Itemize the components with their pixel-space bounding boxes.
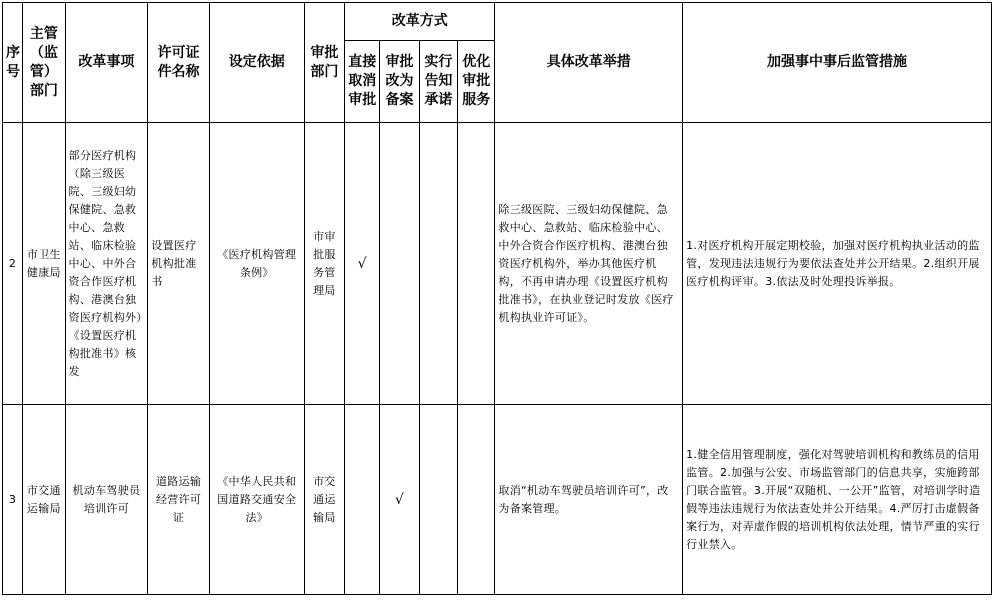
cell-item: 部分医疗机构（除三级医院、三级妇幼保健院、急救中心、急救站、临床检验中心、中外合资合作医疗机构、港澳台独资医疗机构外）《设置医疗机构批准书》核发 <box>65 123 148 405</box>
cell-basis: 《中华人民共和国道路交通安全法》 <box>209 405 304 595</box>
cell-approval: 市交通运输局 <box>304 405 344 595</box>
cell-mode-optimize <box>458 123 495 405</box>
cell-dept: 市卫生健康局 <box>23 123 65 405</box>
header-mode-cancel: 直接取消审批 <box>345 41 380 123</box>
cell-mode-cancel: √ <box>345 123 380 405</box>
header-license: 许可证件名称 <box>148 3 210 123</box>
header-item: 改革事项 <box>65 3 148 123</box>
cell-supervision: 1.对医疗机构开展定期校验，加强对医疗机构执业活动的监管，发现违法违规行为要依法查处并公开结果。2.组织开展医疗机构评审。3.依法及时处理投诉举报。 <box>683 123 992 405</box>
header-mode-record: 审批改为备案 <box>380 41 419 123</box>
cell-seq: 2 <box>3 123 23 405</box>
cell-dept: 市交通运输局 <box>23 405 65 595</box>
header-approval: 审批部门 <box>304 3 344 123</box>
cell-mode-record: √ <box>380 405 419 595</box>
cell-basis: 《医疗机构管理条例》 <box>209 123 304 405</box>
header-mode-notify: 实行告知承诺 <box>419 41 457 123</box>
header-seq: 序号 <box>3 3 23 123</box>
header-mode-optimize: 优化审批服务 <box>458 41 495 123</box>
header-basis: 设定依据 <box>209 3 304 123</box>
cell-measures: 除三级医院、三级妇幼保健院、急救中心、急救站、临床检验中心、中外合资合作医疗机构、港澳台独资医疗机构外，举办其他医疗机构，不再申请办理《设置医疗机构批准书》，在执业登记时发放《医疗机构执业许可证》。 <box>495 123 683 405</box>
cell-mode-optimize <box>458 405 495 595</box>
cell-seq: 3 <box>3 405 23 595</box>
cell-mode-notify <box>419 405 457 595</box>
cell-approval: 市审批服务管理局 <box>304 123 344 405</box>
cell-measures: 取消“机动车驾驶员培训许可”，改为备案管理。 <box>495 405 683 595</box>
header-dept: 主管（监管）部门 <box>23 3 65 123</box>
header-measures: 具体改革举措 <box>495 3 683 123</box>
cell-mode-record <box>380 123 419 405</box>
table-row <box>3 405 992 595</box>
cell-license: 设置医疗机构批准书 <box>148 123 210 405</box>
table-row <box>3 123 992 405</box>
cell-item: 机动车驾驶员培训许可 <box>65 405 148 595</box>
cell-mode-notify <box>419 123 457 405</box>
cell-supervision: 1.健全信用管理制度，强化对驾驶培训机构和教练员的信用监管。2.加强与公安、市场监管部门的信息共享，实施跨部门联合监管。3.开展“双随机、一公开”监管，对培训学时造假等违法违规行为依法查处并公开结果。4.严厉打击虚假备案行为，对弄虚作假的培训机构依法处理，情节严重的实行行业禁入。 <box>683 405 992 595</box>
header-supervision: 加强事中事后监管措施 <box>683 3 992 123</box>
cell-mode-cancel <box>345 405 380 595</box>
reform-table <box>2 2 992 595</box>
header-reform-group: 改革方式 <box>345 3 495 41</box>
cell-license: 道路运输经营许可证 <box>148 405 210 595</box>
